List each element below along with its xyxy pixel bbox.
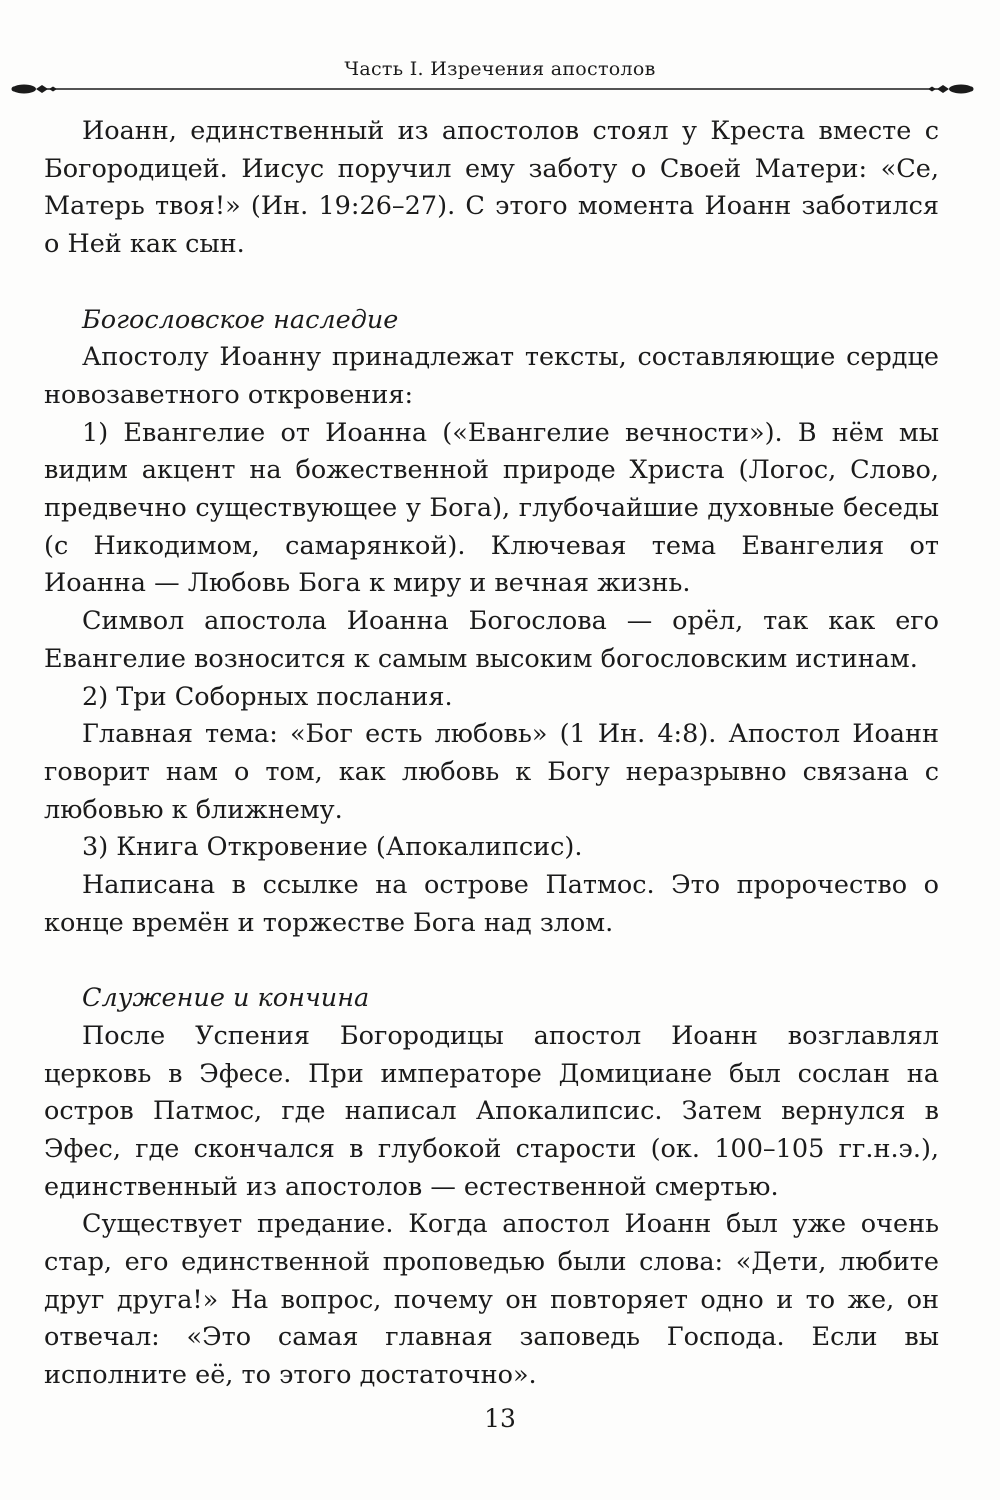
page-number: 13 [484, 1404, 516, 1433]
running-head-title: Часть I. Изречения апостолов [344, 58, 656, 80]
paragraph: Существует предание. Когда апостол Иоанн был уже очень стар, его единственной проповедью были слова: «Дети, любите друг друга!» На вопрос, почему он повторяет одно и то же, он отвечал: «Это самая главная заповедь Господа. Если вы исполните её, то этого достаточно». [44, 1209, 939, 1391]
paragraph: 1) Евангелие от Иоанна («Евангелие вечности»). В нём мы видим акцент на божественной природе Христа (Логос, Слово, предвечно существующее у Бога), глубочайшие духовные беседы (с Никодимом, самарянкой). Ключевая тема Евангелия от Иоанна — Любовь Бога к миру и вечная жизнь. [44, 417, 939, 599]
section-heading-ministry-and-death: Служение и кончина [82, 983, 370, 1014]
page-body [44, 113, 939, 1395]
paragraph: 2) Три Соборных послания. [82, 681, 453, 712]
paragraph: Написана в ссылке на острове Патмос. Это пророчество о конце времён и торжестве Бога над злом. [44, 870, 939, 938]
paragraph: Символ апостола Иоанна Богослова — орёл, так как его Евангелие возносится к самым высоким богословским истинам. [44, 606, 939, 674]
paragraph: Апостолу Иоанну принадлежат тексты, составляющие сердце новозаветного откровения: [44, 342, 939, 410]
paragraph: Главная тема: «Бог есть любовь» (1 Ин. 4:8). Апостол Иоанн говорит нам о том, как любовь к Богу неразрывно связана с любовью к ближнему. [44, 719, 939, 825]
paragraph: После Успения Богородицы апостол Иоанн возглавлял церковь в Эфесе. При императоре Домициане был сослан на остров Патмос, где написал Апокалипсис. Затем вернулся в Эфес, где скончался в глубокой старости (ок. 100–105 гг.н.э.), единственный из апостолов — естественной смертью. [44, 1020, 939, 1202]
header-ornament-rule [10, 76, 975, 102]
paragraph: 3) Книга Откровение (Апокалипсис). [82, 832, 583, 863]
section-heading-theological-legacy: Богословское наследие [82, 304, 399, 335]
intro-paragraph: Иоанн, единственный из апостолов стоял у Креста вместе с Богородицей. Иисус поручил ему заботу о Своей Матери: «Се, Матерь твоя!» (Ин. 19:26–27). С этого момента Иоанн заботился о Ней как сын. [44, 116, 939, 260]
